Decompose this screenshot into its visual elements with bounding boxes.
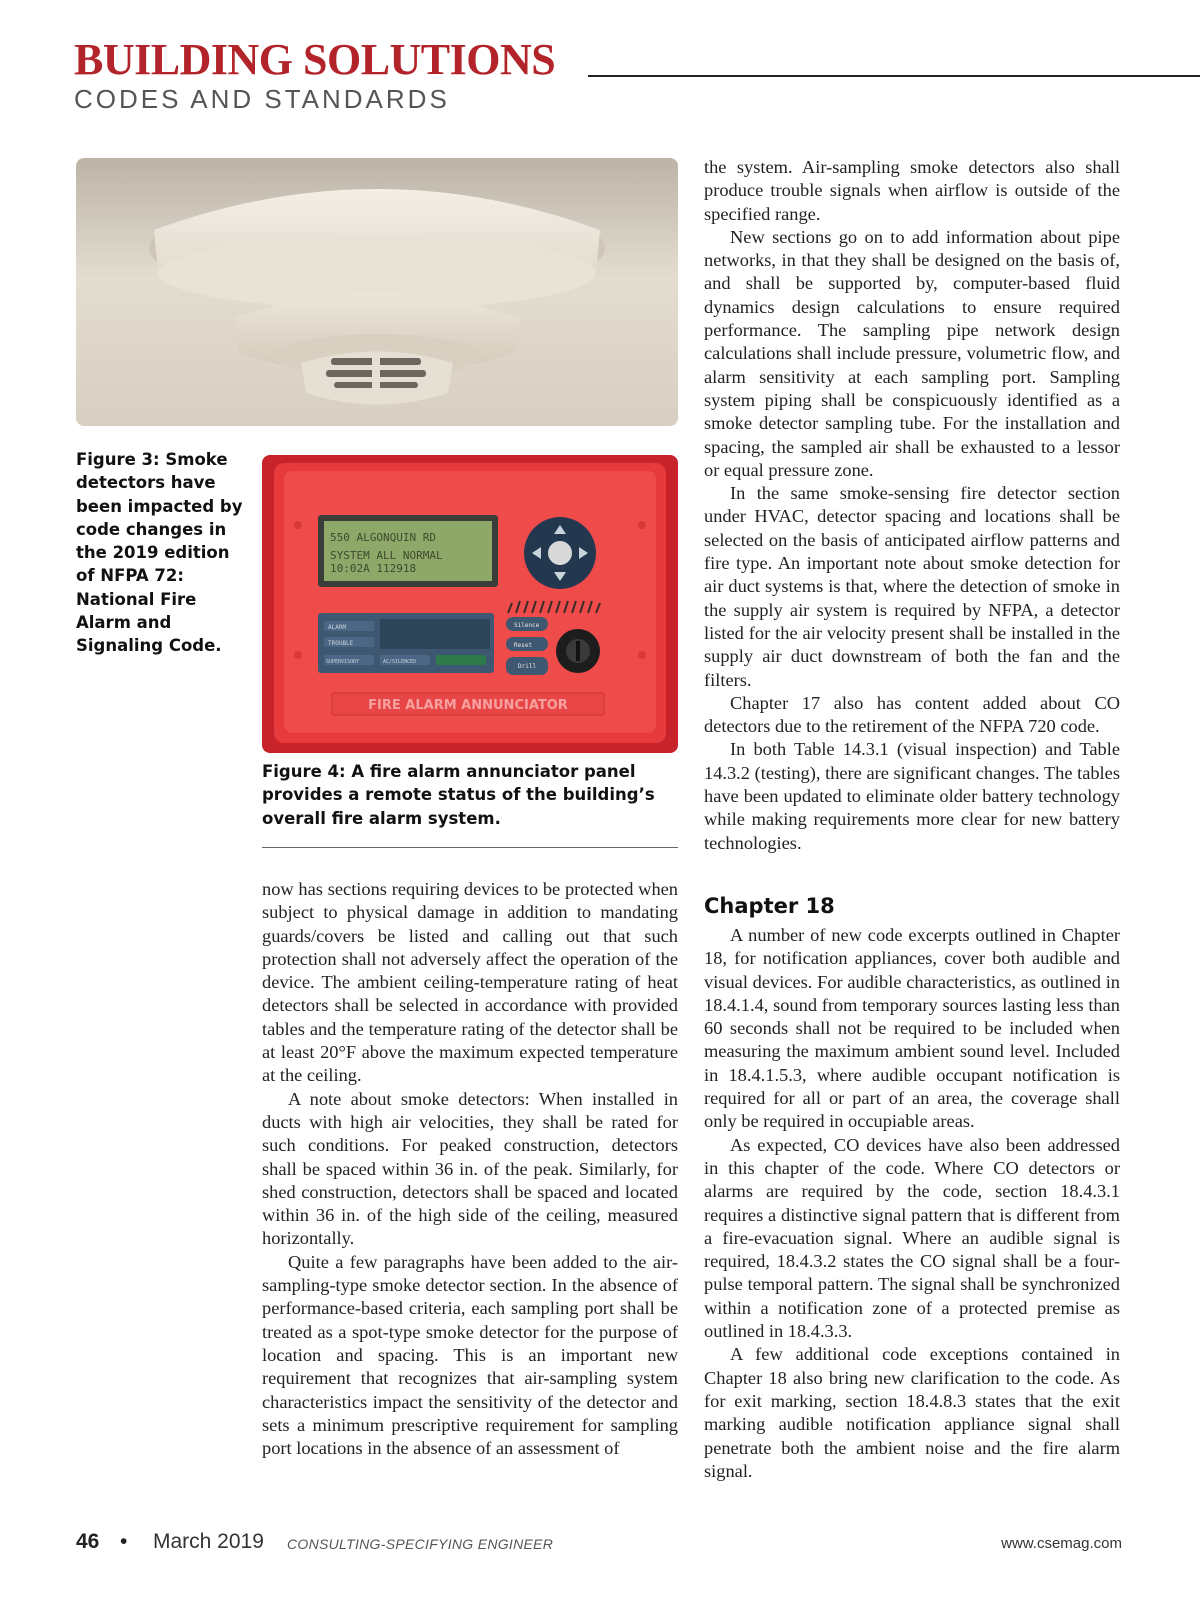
footer-bullet: •: [120, 1530, 128, 1553]
led-trouble-label: TROUBLE: [328, 640, 354, 647]
silence-button-label: Silence: [514, 622, 540, 629]
paragraph: A few additional code exceptions contained in Chapter 18 also bring new clarification to the code. As for exit marking, section 18.4.8.3 states that the exit marking audible notification appliance signal shall penetrate both the ambient noise and the fire alarm signal.: [704, 1344, 1120, 1481]
reset-button-label: Reset: [514, 642, 533, 649]
led-supervisory-label: SUPERVISORY: [326, 659, 360, 665]
paragraph: New sections go on to add information about pipe networks, in that they shall be designed on the basis of, and shall be supported by, computer-based fluid dynamics design calculations to ensure required performance. The sampling pipe network design calculations shall include pressure, volumetric flow, and alarm sensitivity at each sampling port. Sampling system piping shall be conspicuously identified as a smoke detector sampling tube. For the installation and spacing, the sampled air shall be exhausted to a lessor or equal pressure zone.: [704, 226, 1120, 480]
annunciator-panel-photo: [262, 455, 678, 753]
paragraph: As expected, CO devices have also been addressed in this chapter of the code. Where CO detectors or alarms are required by the code, section 18.4.3.1 requires a distinctive signal pattern that is different from a fire-evacuation signal. Where an audible signal is required, 18.4.3.2 states the CO signal shall be a four-pulse temporal pattern. The signal shall be synchronized within a notification zone of a protected premise as outlined in 18.4.3.3.: [704, 1134, 1120, 1342]
led-ac-label: AC/SILENCED: [383, 659, 417, 665]
paragraph: A number of new code excerpts outlined in Chapter 18, for notification appliances, cover both audible and visual devices. For audible characteristics, as outlined in 18.4.1.4, sound from temporary sources lasting less than 60 seconds shall not be required to be included when measuring the maximum ambient sound level. Included in 18.4.1.5.3, where audible occupant notification is required for all or part of an area, the coverage shall only be required in occupiable areas.: [704, 925, 1120, 1132]
right-column: [704, 156, 1120, 855]
website-url: www.csemag.com: [1001, 1535, 1122, 1552]
paragraph: the system. Air-sampling smoke detectors also shall produce trouble signals when airflow is outside of the specified range.: [704, 157, 1120, 224]
figure-3-caption: Figure 3: Smoke detectors have been impacted by code changes in the 2019 edition of NFPA 72: National Fire Alarm and Signaling Code.: [76, 450, 243, 656]
drill-button-label: Drill: [518, 663, 537, 670]
smoke-detector-photo: [76, 158, 678, 426]
issue-date: March 2019: [153, 1530, 264, 1553]
nav-pad-icon: [548, 541, 572, 565]
page-number: 46: [76, 1530, 100, 1553]
right-column-chapter-18: [704, 924, 1120, 1483]
header-rule: [588, 75, 1200, 77]
lcd-line-3: 10:02A 112918: [330, 562, 417, 575]
lcd-line-2: SYSTEM ALL NORMAL: [330, 549, 443, 562]
magazine-name: CONSULTING-SPECIFYING ENGINEER: [287, 1536, 554, 1552]
chapter-heading: Chapter 18: [704, 894, 835, 918]
section-subtitle: CODES AND STANDARDS: [74, 84, 450, 114]
paragraph: Quite a few paragraphs have been added to the air-sampling-type smoke detector section. In the absence of performance-based criteria, each sampling port shall be treated as a spot-type smoke detector for the purpose of location and spacing. This is an important new requirement that recognizes that air-sampling system characteristics impact the sensitivity of the detector and sets a minimum prescriptive requirement for sampling port locations in the absence of an assessment of: [262, 1251, 678, 1459]
paragraph: now has sections requiring devices to be protected when subject to physical damage in addition to mandating guards/covers be listed and calling out that such protection shall not adversely affect the operation of the device. The ambient ceiling-temperature rating of heat detectors shall be selected in accordance with provided tables and the temperature rating of the detector shall be at least 20°F above the maximum expected temperature at the ceiling.: [262, 879, 678, 1086]
caption-rule: [262, 847, 678, 848]
section-title: BUILDING SOLUTIONS: [74, 35, 556, 84]
paragraph: In both Table 14.3.1 (visual inspection) and Table 14.3.2 (testing), there are significant changes. The tables have been updated to eliminate older battery technology while making requirements more clear for new battery technologies.: [704, 739, 1120, 853]
lcd-line-1: 550 ALGONQUIN RD: [330, 531, 436, 544]
led-alarm-label: ALARM: [328, 624, 347, 631]
paragraph: A note about smoke detectors: When installed in ducts with high air velocities, they shall be rated for such conditions. For peaked construction, detectors shall be spaced within 36 in. of the peak. Similarly, for shed construction, detectors shall be spaced and located within 36 in. of the high side of the ceiling, measured horizontally.: [262, 1088, 678, 1249]
figure-4-caption: Figure 4: A fire alarm annunciator panel provides a remote status of the building’s overall fire alarm system.: [262, 762, 655, 828]
paragraph: In the same smoke-sensing fire detector section under HVAC, detector spacing and locations shall be selected on the basis of anticipated airflow patterns and fire type. An important note about smoke detection for air duct systems is that, where the detection of smoke in the supply air system is required by NFPA, a detector listed for the air velocity present shall be installed in the supply air duct downstream of both the fan and the filters.: [704, 483, 1120, 690]
panel-nameplate: FIRE ALARM ANNUNCIATOR: [368, 698, 568, 713]
paragraph: Chapter 17 also has content added about CO detectors due to the retirement of the NFPA 720 code.: [704, 692, 1120, 737]
left-column: [262, 878, 678, 1460]
